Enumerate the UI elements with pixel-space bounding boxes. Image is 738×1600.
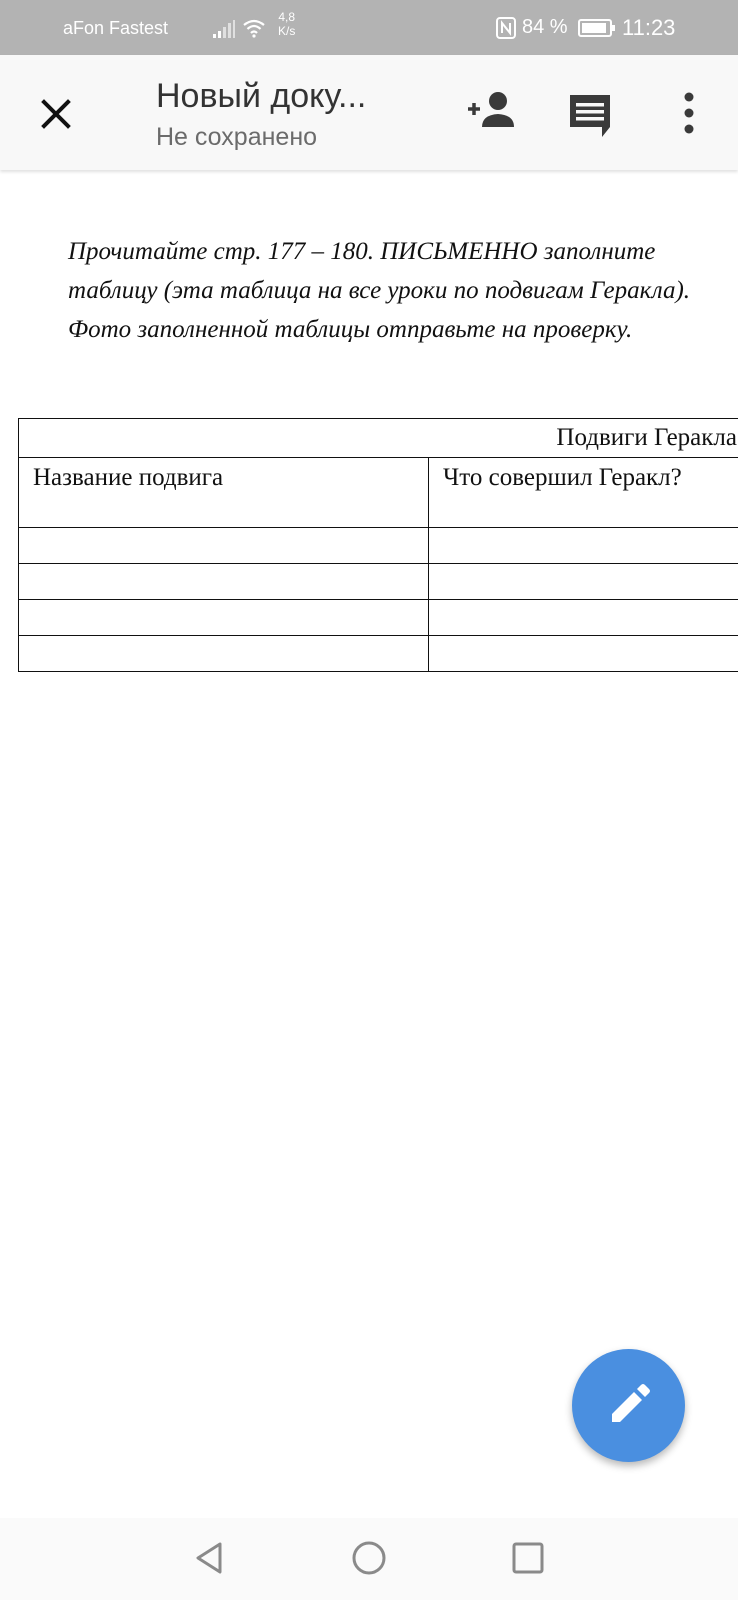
table-cell [19, 600, 429, 636]
heracles-labors-table [18, 418, 738, 672]
recents-button[interactable] [508, 1538, 548, 1578]
close-button[interactable] [34, 92, 78, 136]
home-circle-icon [349, 1538, 389, 1578]
close-icon [34, 92, 78, 136]
battery-percent: 84 % [522, 16, 568, 38]
signal-icon [213, 20, 235, 38]
edit-button[interactable] [572, 1349, 685, 1462]
table-cell [429, 636, 738, 672]
battery-icon [578, 19, 616, 37]
table-cell [19, 528, 429, 564]
table-caption: Подвиги Геракла [19, 419, 738, 458]
table-cell [19, 636, 429, 672]
table-cell [19, 564, 429, 600]
header-what-heracles-did: Что совершил Геракл? [429, 458, 738, 528]
comment-icon [566, 91, 614, 139]
back-button[interactable] [190, 1538, 230, 1578]
share-button[interactable] [466, 89, 518, 133]
table-row [19, 636, 738, 672]
wifi-icon [243, 18, 265, 38]
more-vert-icon [674, 91, 704, 135]
network-speed-unit: K/s [278, 24, 296, 38]
back-triangle-icon [190, 1538, 230, 1578]
carrier-name: aFon Fastest [63, 18, 169, 38]
comments-button[interactable] [566, 91, 614, 139]
table-cell [429, 600, 738, 636]
status-bar [0, 0, 738, 55]
table-row [19, 564, 738, 600]
assignment-instructions: Прочитайте стр. 177 – 180. ПИСЬМЕННО заполните таблицу (эта таблица на все уроки по подвигам Геракла). Фото заполненной таблицы отправьте на проверку. [68, 238, 691, 343]
table-row [19, 528, 738, 564]
table-caption-row [19, 419, 738, 458]
table-row [19, 600, 738, 636]
add-person-icon [466, 89, 518, 133]
document-title: Новый доку... [156, 77, 367, 115]
recents-square-icon [508, 1538, 548, 1578]
home-button[interactable] [349, 1538, 389, 1578]
table-cell [429, 528, 738, 564]
table-header-row [19, 458, 738, 528]
header-labor-name: Название подвига [19, 458, 429, 528]
network-speed [278, 10, 295, 38]
app-bar [0, 55, 738, 170]
nfc-icon [496, 17, 516, 39]
edit-pencil-icon [606, 1383, 651, 1428]
clock: 11:23 [622, 15, 676, 40]
system-nav-bar [0, 1518, 738, 1600]
network-speed-value: 4,8 [278, 10, 296, 24]
save-status: Не сохранено [156, 123, 318, 151]
more-options-button[interactable] [674, 91, 704, 135]
table-cell [429, 564, 738, 600]
